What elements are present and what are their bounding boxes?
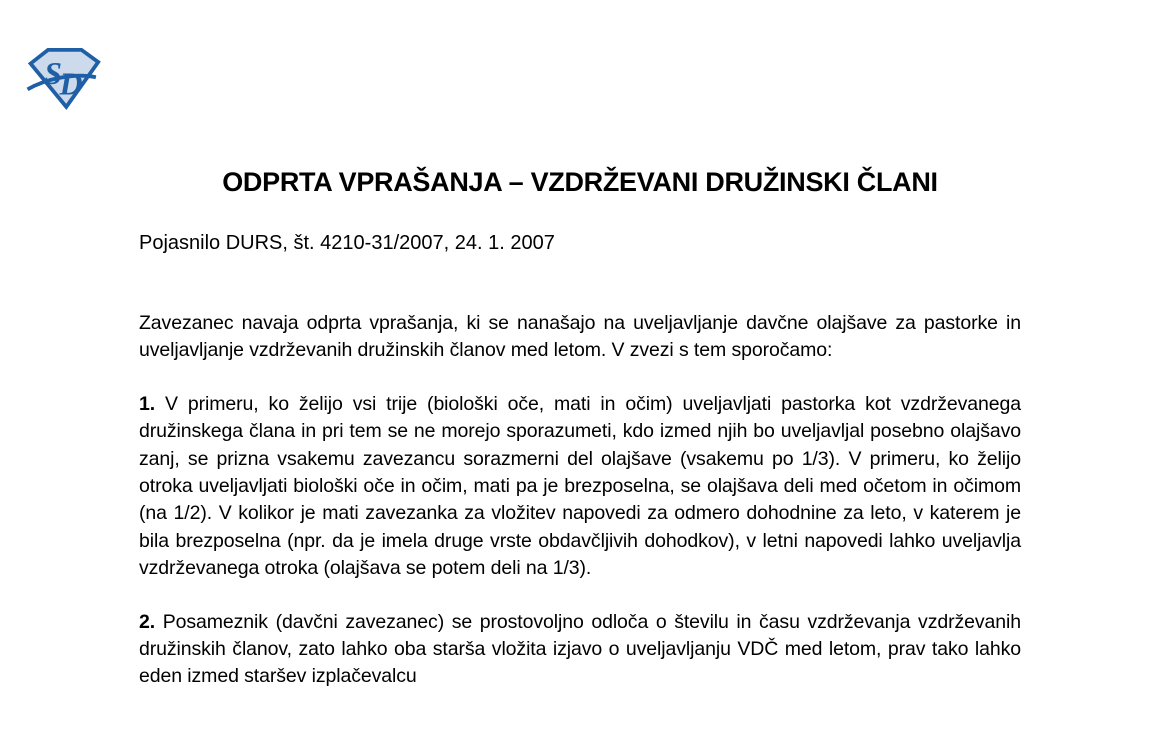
sd-shield-icon [26,46,102,110]
paragraph-1 [139,391,1021,583]
paragraph-2-text: Posameznik (davčni zavezanec) se prostovoljno odloča o številu in času vzdrževanja vzdrževanih družinskih članov, zato lahko oba starša vložita izjavo o uveljavljanju VDČ med letom, prav tako lahko eden izmed staršev izplačevalcu [139,610,1021,688]
paragraph-intro-text: Zavezanec navaja odprta vprašanja, ki se nanašajo na uveljavljanje davčne olajšave za pastorke in uveljavljanje vzdrževanih družinskih članov med letom. V zvezi s tem sporočamo: [139,312,1021,362]
svg-text:D: D [59,66,83,102]
paragraph-intro [139,310,1021,365]
paragraph-1-text: V primeru, ko želijo vsi trije (biološki oče, mati in očim) uveljavljati pastorka kot vzdrževanega družinskega člana in pri tem se ne morejo sporazumeti, kdo izmed njih bo uveljavljal posebno olajšavo zanj, se prizna vsakemu zavezancu sorazmerni del olajšave (vsakemu po 1/3). V primeru, ko želijo otroka uveljavljati biološki oče in očim, mati pa je brezposelna, se olajšava deli med očetom in očimom (na 1/2). V kolikor je mati zavezanka za vložitev napovedi za odmero dohodnine za leto, v katerem je bila brezposelna (npr. da je imela druge vrste obdavčljivih dohodkov), v letni napovedi lahko uveljavlja vzdrževanega otroka (olajšava se potem deli na 1/3). [139,392,1021,580]
sd-company-logo [26,46,102,110]
paragraph-2-number: 2. [139,610,156,633]
document-title: ODPRTA VPRAŠANJA – VZDRŽEVANI DRUŽINSKI ČLANI [222,167,938,197]
document-subtitle: Pojasnilo DURS, št. 4210-31/2007, 24. 1. 2007 [139,232,555,254]
paragraph-1-number: 1. [139,392,156,415]
document-body [139,166,1021,691]
paragraph-2 [139,609,1021,691]
svg-text:S: S [44,56,62,92]
